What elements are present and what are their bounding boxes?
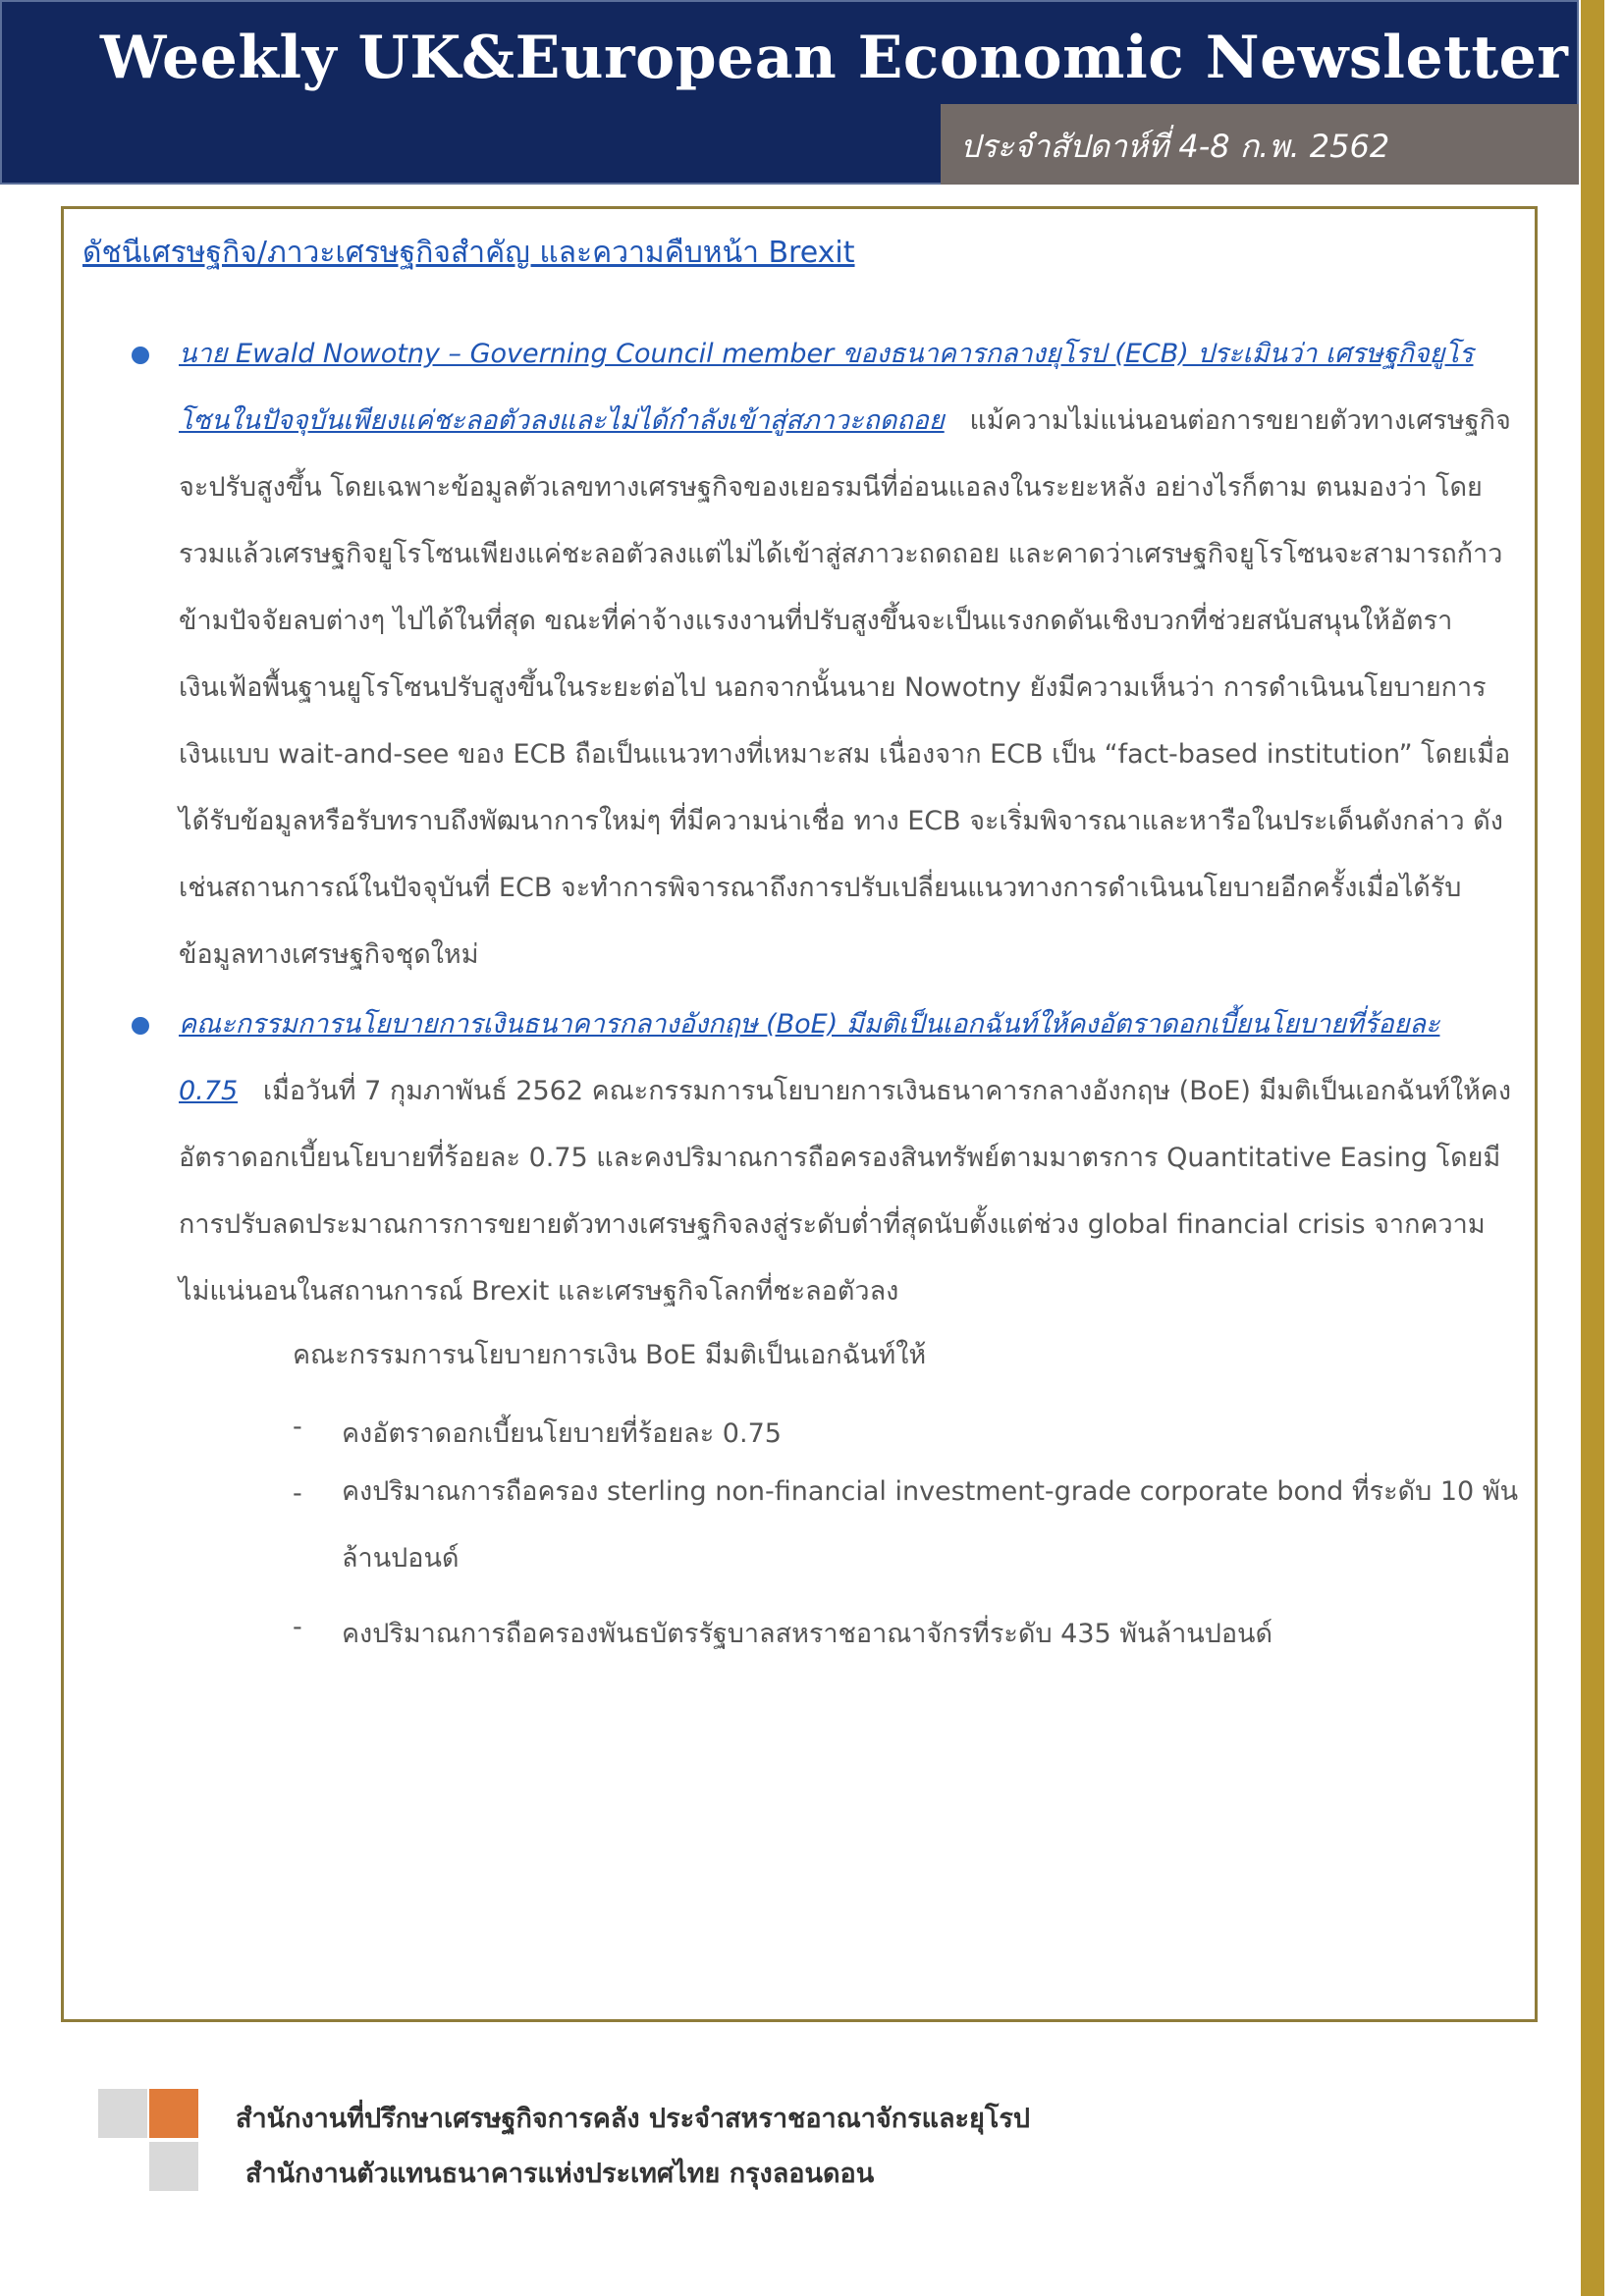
footer-bot-office: สำนักงานตัวแทนธนาคารแห่งประเทศไทย กรุงลอนดอน — [245, 2159, 875, 2189]
bullet-icon — [132, 1017, 149, 1035]
news-body: เมื่อวันที่ 7 กุมภาพันธ์ 2562 คณะกรรมการนโยบายการเงินธนาคารกลางอังกฤษ (BoE) มีมติเป็นเอกฉันท์ให้คงอัตราดอกเบี้ยนโยบายที่ร้อยละ 0.75 และคงปริมาณการถือครองสินทรัพย์ตามมาตรการ Quantitative Easing โดยมีการปรับลดประมาณการการขยายตัวทางเศรษฐกิจลงสู่ระดับต่ำที่สุดนับตั้งแต่ช่วง global financial crisis จากความไม่แน่นอนในสถานการณ์ Brexit และเศรษฐกิจโลกที่ชะลอตัวลง — [179, 1076, 1512, 1307]
decision-item-text: คงปริมาณการถือครองพันธบัตรรัฐบาลสหราชอาณาจักรที่ระดับ 435 พันล้านปอนด์ — [342, 1619, 1273, 1649]
news-item-boe — [179, 991, 1514, 1325]
section-title: ดัชนีเศรษฐกิจ/ภาวะเศรษฐกิจสำคัญ และความคืบหน้า Brexit — [82, 236, 855, 270]
footer-office: สำนักงานที่ปรึกษาเศรษฐกิจการคลัง ประจำสหราชอาณาจักรและยุโรป — [236, 2104, 1030, 2134]
decision-intro: คณะกรรมการนโยบายการเงิน BoE มีมติเป็นเอกฉันท์ให้ — [293, 1340, 927, 1370]
dash-marker: - — [293, 1478, 302, 1509]
issue-date: ประจำสัปดาห์ที่ 4-8 ก.พ. 2562 — [960, 128, 1390, 165]
news-headline: คณะกรรมการนโยบายการเงินธนาคารกลางอังกฤษ (BoE) มีมติเป็นเอกฉันท์ให้คงอัตราดอกเบี้ยนโยบายที่ร้อยละ 0.75 — [179, 1009, 1440, 1106]
dash-marker: - — [293, 1412, 302, 1442]
news-body: แม้ความไม่แน่นอนต่อการขยายตัวทางเศรษฐกิจจะปรับสูงขึ้น โดยเฉพาะข้อมูลตัวเลขทางเศรษฐกิจของเยอรมนีที่อ่อนแอลงในระยะหลัง อย่างไรก็ตาม ตนมองว่า โดยรวมแล้วเศรษฐกิจยูโรโซนเพียงแค่ชะลอตัวลงแต่ไม่ได้เข้าสู่สภาวะถดถอย และคาดว่าเศรษฐกิจยูโรโซนจะสามารถก้าวข้ามปัจจัยลบต่างๆ ไปได้ในที่สุด ขณะที่ค่าจ้างแรงงานที่ปรับสูงขึ้นจะเป็นแรงกดดันเชิงบวกที่ช่วยสนับสนุนให้อัตราเงินเฟ้อพื้นฐานยูโรโซนปรับสูงขึ้นในระยะต่อไป นอกจากนั้นนาย Nowotny ยังมีความเห็นว่า การดำเนินนโยบายการเงินแบบ wait-and-see ของ ECB ถือเป็นแนวทางที่เหมาะสม เนื่องจาก ECB เป็น “fact-based institution” โดยเมื่อได้รับข้อมูลหรือรับทราบถึงพัฒนาการใหม่ๆ ที่มีความน่าเชื่อ ทาง ECB จะเริ่มพิจารณาและหารือในประเด็นดังกล่าว ดังเช่นสถานการณ์ในปัจจุบันที่ ECB จะทำการพิจารณาถึงการปรับเปลี่ยนแนวทางการดำเนินนโยบายอีกครั้งเมื่อได้รับข้อมูลทางเศรษฐกิจชุดใหม่ — [179, 405, 1511, 970]
news-headline: นาย Ewald Nowotny – Governing Council member ของธนาคารกลางยุโรป (ECB) ประเมินว่า เศรษฐกิจยูโรโซนในปัจจุบันเพียงแค่ชะลอตัวลงและไม่ได้กำลังเข้าสู่สภาวะถดถอย — [179, 339, 1474, 436]
decision-item-text: คงอัตราดอกเบี้ยนโยบายที่ร้อยละ 0.75 — [342, 1418, 782, 1449]
bullet-icon — [132, 347, 149, 364]
logo-square-orange — [149, 2089, 198, 2138]
news-item-ecb — [179, 321, 1514, 988]
logo-square-gray — [149, 2142, 198, 2191]
dash-marker: - — [293, 1612, 302, 1642]
logo-square-gray — [98, 2089, 147, 2138]
decision-item-text: คงปริมาณการถือครอง sterling non-financial investment-grade corporate bond ที่ระดับ 10 พันล้านปอนด์ — [342, 1476, 1519, 1574]
newsletter-title: Weekly UK&European Economic Newsletter — [100, 24, 1569, 92]
date-band — [941, 104, 1579, 185]
gold-side-bar — [1581, 0, 1604, 2296]
